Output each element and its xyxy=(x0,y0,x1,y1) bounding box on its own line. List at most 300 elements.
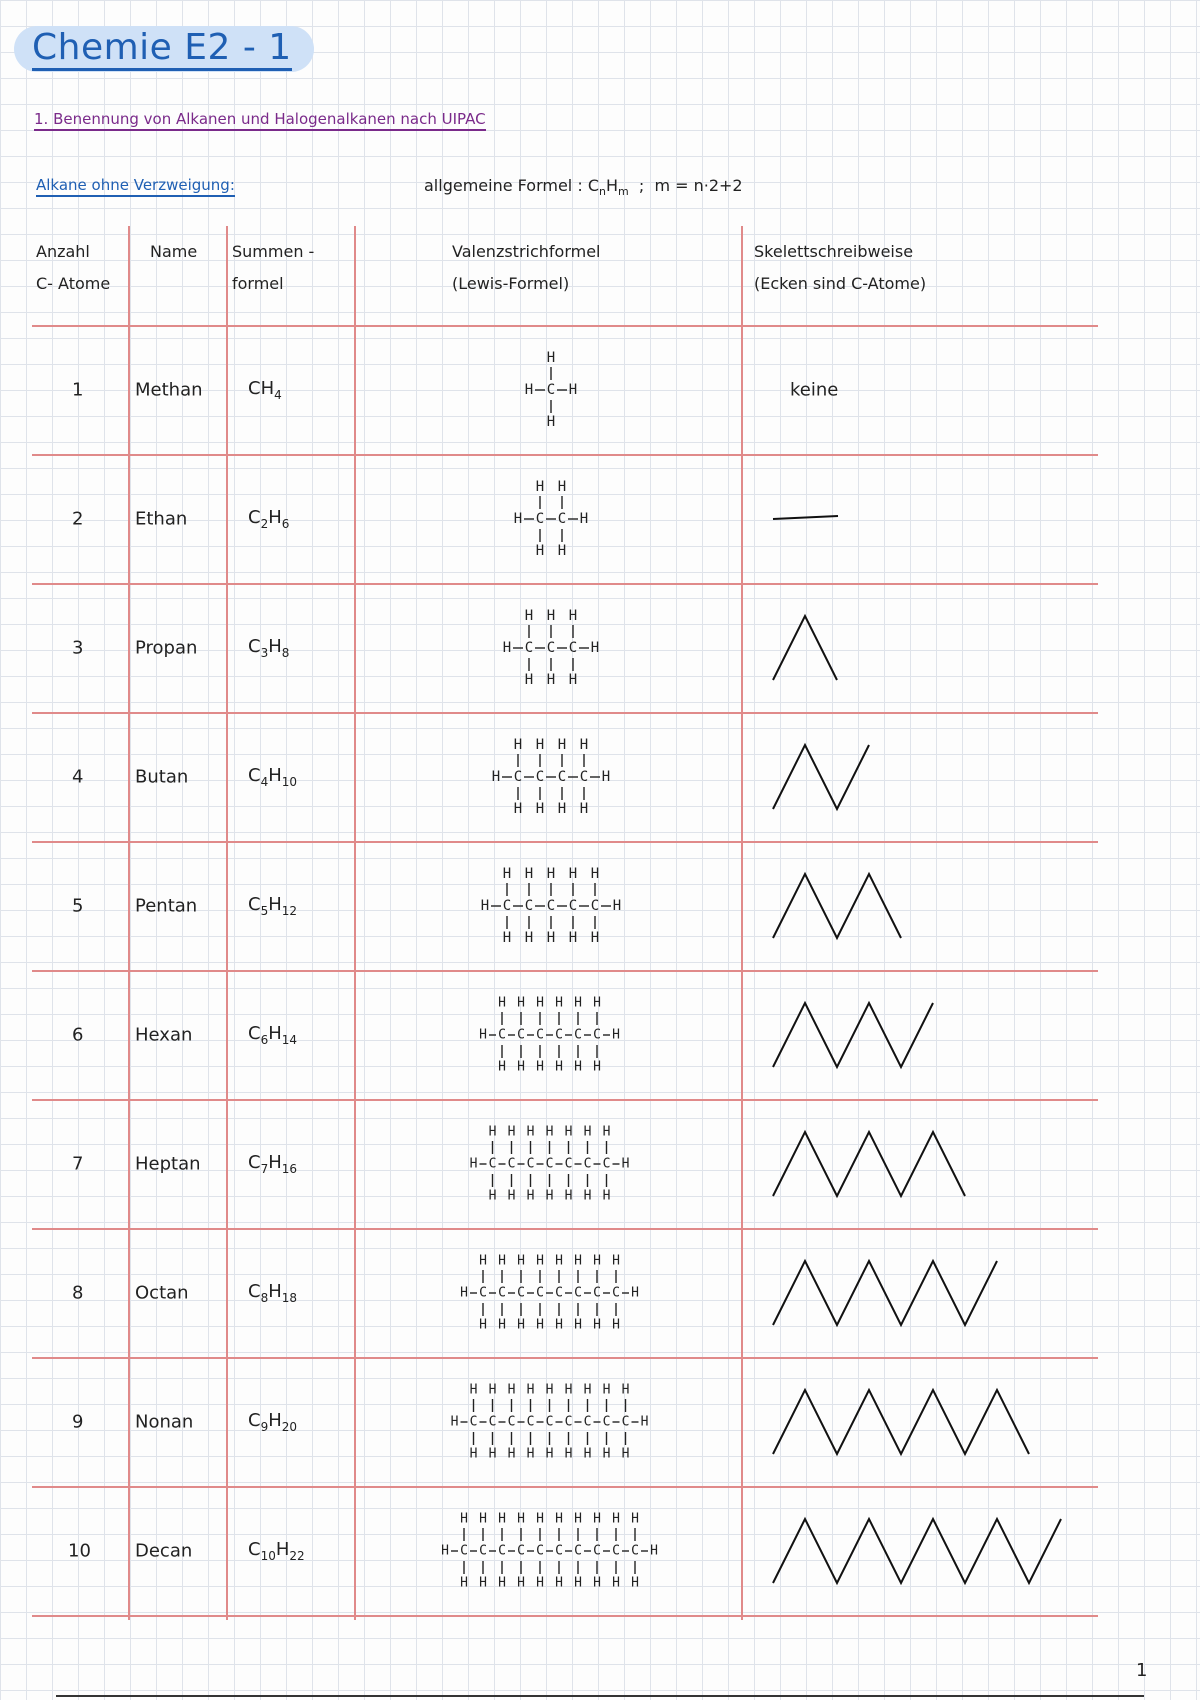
table-row-divider xyxy=(32,970,1098,972)
lewis-hydrogen: H xyxy=(513,736,523,753)
lewis-hydrogen: H xyxy=(593,1317,601,1332)
lewis-structure xyxy=(480,729,611,825)
table-row-divider xyxy=(32,583,1098,585)
lewis-structure xyxy=(491,600,600,696)
lewis-hydrogen: H xyxy=(526,1446,535,1461)
table-column-divider xyxy=(741,226,743,1620)
table-row-divider xyxy=(32,1615,1098,1617)
cell-sum-formula xyxy=(248,894,297,918)
lewis-carbon: C xyxy=(469,1414,478,1429)
lewis-carbon: C xyxy=(526,1156,535,1171)
lewis-hydrogen: H xyxy=(612,1575,620,1590)
lewis-hydrogen: H xyxy=(564,1188,573,1203)
page-number: 1 xyxy=(1136,1660,1148,1681)
lewis-hydrogen: H xyxy=(535,800,545,817)
sum-formula-hydrogen-sub: 4 xyxy=(274,387,282,402)
lewis-hydrogen: H xyxy=(621,1382,630,1397)
lewis-hydrogen: H xyxy=(555,1317,563,1332)
lewis-carbon: C xyxy=(568,639,578,656)
lewis-hydrogen: H xyxy=(460,1575,468,1590)
lewis-carbon: C xyxy=(546,639,556,656)
lewis-carbon: C xyxy=(545,1414,554,1429)
lewis-hydrogen: H xyxy=(536,1253,544,1268)
sum-formula-hydrogen: H xyxy=(268,635,282,657)
lewis-hydrogen: H xyxy=(545,1188,554,1203)
header-sum-line1: Summen - xyxy=(232,242,315,261)
lewis-carbon: C xyxy=(502,897,512,914)
lewis-hydrogen: H xyxy=(517,1059,525,1074)
skeleton-formula xyxy=(770,484,840,554)
lewis-hydrogen: H xyxy=(517,1253,525,1268)
lewis-hydrogen: H xyxy=(579,736,589,753)
cell-carbon-count: 2 xyxy=(72,508,84,529)
lewis-hydrogen: H xyxy=(491,768,501,785)
sum-formula-carbon-sub: 2 xyxy=(260,516,269,531)
lewis-hydrogen: H xyxy=(593,1575,601,1590)
lewis-hydrogen: H xyxy=(555,1511,563,1526)
lewis-hydrogen: H xyxy=(479,1511,487,1526)
lewis-carbon: C xyxy=(488,1414,497,1429)
lewis-hydrogen: H xyxy=(460,1285,468,1300)
table-row-divider xyxy=(32,1228,1098,1230)
cell-carbon-count: 5 xyxy=(72,895,84,916)
lewis-hydrogen: H xyxy=(640,1414,649,1429)
lewis-hydrogen: H xyxy=(590,865,600,882)
lewis-hydrogen: H xyxy=(536,1059,544,1074)
lewis-structure xyxy=(469,987,620,1083)
lewis-carbon: C xyxy=(555,1027,563,1042)
lewis-carbon: C xyxy=(545,1156,554,1171)
cell-sum-formula xyxy=(248,1410,297,1434)
lewis-hydrogen: H xyxy=(488,1382,497,1397)
lewis-carbon: C xyxy=(524,639,534,656)
table-row-divider xyxy=(32,1486,1098,1488)
sum-formula-hydrogen: H xyxy=(268,506,282,528)
lewis-hydrogen: H xyxy=(612,1317,620,1332)
lewis-structure xyxy=(469,858,622,954)
skeleton-text: keine xyxy=(790,379,839,400)
header-count-line1: Anzahl xyxy=(36,242,90,261)
sum-formula-carbon: C xyxy=(248,635,261,657)
lewis-carbon: C xyxy=(574,1543,582,1558)
lewis-hydrogen: H xyxy=(602,1124,611,1139)
lewis-hydrogen: H xyxy=(498,1575,506,1590)
sum-formula-hydrogen-sub: 8 xyxy=(281,645,290,660)
lewis-hydrogen: H xyxy=(524,671,534,688)
cell-carbon-count: 4 xyxy=(72,766,84,787)
lewis-hydrogen: H xyxy=(557,800,567,817)
cell-alkane-name: Octan xyxy=(135,1282,189,1303)
lewis-hydrogen: H xyxy=(546,929,556,946)
lewis-hydrogen: H xyxy=(469,1446,478,1461)
sum-formula-carbon: C xyxy=(248,1409,261,1431)
lewis-hydrogen: H xyxy=(579,510,589,527)
lewis-hydrogen: H xyxy=(574,1575,582,1590)
skeleton-zigzag xyxy=(773,1519,1061,1583)
lewis-carbon: C xyxy=(517,1285,525,1300)
lewis-hydrogen: H xyxy=(583,1446,592,1461)
lewis-carbon: C xyxy=(526,1414,535,1429)
lewis-carbon: C xyxy=(574,1285,582,1300)
table-column-divider xyxy=(354,226,356,1620)
lewis-hydrogen: H xyxy=(502,865,512,882)
lewis-hydrogen: H xyxy=(513,800,523,817)
lewis-hydrogen: H xyxy=(536,995,544,1010)
lewis-hydrogen: H xyxy=(583,1188,592,1203)
header-sum xyxy=(232,236,314,300)
sum-formula-carbon-sub: 9 xyxy=(260,1419,269,1434)
lewis-hydrogen: H xyxy=(469,1382,478,1397)
cell-sum-formula xyxy=(248,636,289,660)
lewis-hydrogen: H xyxy=(555,1575,563,1590)
lewis-hydrogen: H xyxy=(545,1382,554,1397)
lewis-hydrogen: H xyxy=(480,897,490,914)
lewis-hydrogen: H xyxy=(450,1414,459,1429)
lewis-carbon: C xyxy=(498,1027,506,1042)
sum-formula-hydrogen-sub: 12 xyxy=(281,903,298,918)
cell-alkane-name: Hexan xyxy=(135,1024,193,1045)
cell-sum-formula xyxy=(248,507,289,531)
general-formula-sub-m: m xyxy=(618,185,629,199)
skeleton-zigzag xyxy=(773,745,869,809)
cell-alkane-name: Butan xyxy=(135,766,189,787)
sum-formula-hydrogen-sub: 22 xyxy=(289,1548,305,1563)
lewis-hydrogen: H xyxy=(526,1382,535,1397)
lewis-hydrogen: H xyxy=(602,1446,611,1461)
sum-formula-carbon: C xyxy=(248,764,261,786)
lewis-hydrogen: H xyxy=(479,1027,487,1042)
header-lewis-line2: (Lewis-Formel) xyxy=(452,274,570,293)
sum-formula-hydrogen-sub: 20 xyxy=(281,1419,298,1434)
lewis-hydrogen: H xyxy=(601,768,611,785)
cell-carbon-count: 9 xyxy=(72,1411,84,1432)
table-column-divider xyxy=(128,226,130,1620)
cell-alkane-name: Nonan xyxy=(135,1411,194,1432)
lewis-carbon: C xyxy=(536,1543,544,1558)
cell-alkane-name: Decan xyxy=(135,1540,193,1561)
lewis-hydrogen: H xyxy=(479,1253,487,1268)
table-row-divider xyxy=(32,1357,1098,1359)
cell-carbon-count: 6 xyxy=(72,1024,84,1045)
lewis-hydrogen: H xyxy=(555,1253,563,1268)
lewis-hydrogen: H xyxy=(602,1382,611,1397)
skeleton-formula xyxy=(770,1516,1064,1586)
lewis-hydrogen: H xyxy=(564,1124,573,1139)
header-sum-line2: formel xyxy=(232,274,284,293)
lewis-carbon: C xyxy=(517,1027,525,1042)
skeleton-zigzag xyxy=(773,516,838,519)
lewis-hydrogen: H xyxy=(517,995,525,1010)
section-heading: 1. Benennung von Alkanen und Halogenalkanen nach UIPAC xyxy=(34,110,486,131)
cell-alkane-name: Heptan xyxy=(135,1153,201,1174)
lewis-hydrogen: H xyxy=(479,1317,487,1332)
sum-formula-carbon-sub: 7 xyxy=(260,1161,269,1176)
lewis-hydrogen: H xyxy=(545,1446,554,1461)
header-skeleton xyxy=(754,236,926,300)
skeleton-zigzag xyxy=(773,616,837,680)
lewis-hydrogen: H xyxy=(546,413,556,430)
lewis-hydrogen: H xyxy=(593,1511,601,1526)
sum-formula-hydrogen-sub: 6 xyxy=(281,516,290,531)
cell-sum-formula xyxy=(248,1281,297,1305)
lewis-hydrogen: H xyxy=(555,995,563,1010)
sum-formula-carbon-sub: 6 xyxy=(260,1032,269,1047)
skeleton-zigzag xyxy=(773,874,901,938)
lewis-hydrogen: H xyxy=(574,1059,582,1074)
lewis-hydrogen: H xyxy=(526,1124,535,1139)
lewis-hydrogen: H xyxy=(590,929,600,946)
lewis-hydrogen: H xyxy=(545,1124,554,1139)
lewis-carbon: C xyxy=(593,1027,601,1042)
lewis-hydrogen: H xyxy=(469,1156,478,1171)
lewis-hydrogen: H xyxy=(498,995,506,1010)
lewis-hydrogen: H xyxy=(498,1317,506,1332)
sum-formula-hydrogen: H xyxy=(275,1538,290,1560)
lewis-hydrogen: H xyxy=(535,736,545,753)
sum-formula-carbon: C xyxy=(248,506,261,528)
lewis-carbon: C xyxy=(593,1543,601,1558)
lewis-hydrogen: H xyxy=(612,897,622,914)
lewis-carbon: C xyxy=(498,1543,506,1558)
general-formula-sub-n: n xyxy=(598,185,606,199)
lewis-hydrogen: H xyxy=(631,1285,639,1300)
lewis-hydrogen: H xyxy=(621,1446,630,1461)
sum-formula-hydrogen: H xyxy=(268,1151,282,1173)
lewis-carbon: C xyxy=(555,1543,563,1558)
lewis-hydrogen: H xyxy=(568,381,578,398)
lewis-hydrogen: H xyxy=(524,607,534,624)
cell-carbon-count: 7 xyxy=(72,1153,84,1174)
lewis-hydrogen: H xyxy=(568,671,578,688)
lewis-carbon: C xyxy=(546,897,556,914)
lewis-carbon: C xyxy=(536,1285,544,1300)
sum-formula-carbon: C xyxy=(248,1151,261,1173)
lewis-hydrogen: H xyxy=(441,1543,449,1558)
lewis-carbon: C xyxy=(602,1414,611,1429)
sum-formula-carbon: C xyxy=(248,1022,261,1044)
lewis-carbon: C xyxy=(479,1285,487,1300)
sum-formula-hydrogen-sub: 10 xyxy=(281,774,298,789)
lewis-carbon: C xyxy=(602,1156,611,1171)
sum-formula-carbon-sub: 10 xyxy=(260,1548,276,1563)
sum-formula-hydrogen: H xyxy=(268,764,282,786)
lewis-structure xyxy=(513,342,578,438)
lewis-carbon: C xyxy=(513,768,523,785)
lewis-hydrogen: H xyxy=(536,1575,544,1590)
sum-formula-hydrogen: H xyxy=(268,1022,282,1044)
lewis-hydrogen: H xyxy=(568,865,578,882)
skeleton-zigzag xyxy=(773,1003,933,1067)
cell-sum-formula xyxy=(248,1539,305,1563)
lewis-hydrogen: H xyxy=(460,1511,468,1526)
lewis-carbon: C xyxy=(583,1414,592,1429)
sum-formula-carbon: CH xyxy=(248,377,275,399)
subheading: Alkane ohne Verzweigung: xyxy=(36,176,235,197)
cell-alkane-name: Propan xyxy=(135,637,198,658)
lewis-carbon: C xyxy=(612,1543,620,1558)
cell-sum-formula xyxy=(248,1152,297,1176)
lewis-carbon: C xyxy=(535,510,545,527)
lewis-hydrogen: H xyxy=(502,639,512,656)
lewis-carbon: C xyxy=(557,768,567,785)
header-lewis xyxy=(452,236,601,300)
cell-carbon-count: 3 xyxy=(72,637,84,658)
lewis-hydrogen: H xyxy=(507,1188,516,1203)
lewis-hydrogen: H xyxy=(535,542,545,559)
sum-formula-carbon-sub: 8 xyxy=(260,1290,269,1305)
lewis-hydrogen: H xyxy=(650,1543,658,1558)
sum-formula-hydrogen: H xyxy=(268,1409,282,1431)
lewis-hydrogen: H xyxy=(479,1575,487,1590)
lewis-hydrogen: H xyxy=(564,1446,573,1461)
lewis-carbon: C xyxy=(546,381,556,398)
lewis-hydrogen: H xyxy=(621,1156,630,1171)
sum-formula-carbon-sub: 5 xyxy=(260,903,269,918)
skeleton-zigzag xyxy=(773,1132,965,1196)
lewis-hydrogen: H xyxy=(498,1059,506,1074)
sum-formula-hydrogen-sub: 16 xyxy=(281,1161,298,1176)
lewis-hydrogen: H xyxy=(546,671,556,688)
lewis-hydrogen: H xyxy=(574,995,582,1010)
lewis-carbon: C xyxy=(536,1027,544,1042)
lewis-hydrogen: H xyxy=(612,1027,620,1042)
header-skeleton-line1: Skelettschreibweise xyxy=(754,242,914,261)
table-row-divider xyxy=(32,841,1098,843)
lewis-hydrogen: H xyxy=(502,929,512,946)
skeleton-zigzag xyxy=(773,1261,997,1325)
general-formula-relation: m = n·2+2 xyxy=(654,176,743,195)
skeleton-formula xyxy=(770,871,904,941)
general-formula-h: H xyxy=(605,176,618,195)
lewis-carbon: C xyxy=(631,1543,639,1558)
lewis-carbon: C xyxy=(507,1156,516,1171)
lewis-carbon: C xyxy=(590,897,600,914)
lewis-hydrogen: H xyxy=(574,1511,582,1526)
lewis-structure xyxy=(440,1374,649,1470)
lewis-hydrogen: H xyxy=(631,1511,639,1526)
lewis-hydrogen: H xyxy=(524,929,534,946)
header-lewis-line1: Valenzstrichformel xyxy=(452,242,601,261)
cell-carbon-count: 8 xyxy=(72,1282,84,1303)
lewis-hydrogen: H xyxy=(546,865,556,882)
lewis-hydrogen: H xyxy=(513,510,523,527)
skeleton-formula xyxy=(770,613,840,683)
page-bottom-rule xyxy=(56,1695,1144,1697)
lewis-hydrogen: H xyxy=(536,1317,544,1332)
table-row-divider xyxy=(32,712,1098,714)
lewis-hydrogen: H xyxy=(524,865,534,882)
lewis-hydrogen: H xyxy=(524,381,534,398)
header-name: Name xyxy=(150,242,198,261)
lewis-carbon: C xyxy=(579,768,589,785)
lewis-hydrogen: H xyxy=(517,1317,525,1332)
lewis-hydrogen: H xyxy=(557,542,567,559)
skeleton-formula xyxy=(770,742,872,812)
lewis-hydrogen: H xyxy=(555,1059,563,1074)
lewis-hydrogen: H xyxy=(507,1124,516,1139)
lewis-hydrogen: H xyxy=(488,1124,497,1139)
lewis-hydrogen: H xyxy=(583,1382,592,1397)
general-formula-separator: ; xyxy=(638,176,645,195)
lewis-hydrogen: H xyxy=(568,607,578,624)
lewis-hydrogen: H xyxy=(498,1253,506,1268)
lewis-hydrogen: H xyxy=(535,478,545,495)
lewis-hydrogen: H xyxy=(579,800,589,817)
lewis-structure xyxy=(431,1503,658,1599)
sum-formula-carbon-sub: 3 xyxy=(260,645,269,660)
lewis-hydrogen: H xyxy=(498,1511,506,1526)
general-formula-label: allgemeine Formel : xyxy=(424,176,583,195)
lewis-hydrogen: H xyxy=(593,1059,601,1074)
cell-carbon-count: 10 xyxy=(68,1540,91,1561)
lewis-carbon: C xyxy=(498,1285,506,1300)
header-count xyxy=(36,236,110,300)
sum-formula-hydrogen-sub: 18 xyxy=(281,1290,298,1305)
lewis-carbon: C xyxy=(564,1414,573,1429)
lewis-hydrogen: H xyxy=(557,736,567,753)
lewis-carbon: C xyxy=(535,768,545,785)
sum-formula-carbon: C xyxy=(248,1538,261,1560)
sum-formula-hydrogen: H xyxy=(268,893,282,915)
lewis-hydrogen: H xyxy=(546,349,556,366)
sum-formula-hydrogen-sub: 14 xyxy=(281,1032,298,1047)
table-row-divider xyxy=(32,1099,1098,1101)
lewis-structure xyxy=(459,1116,630,1212)
header-count-line2: C- Atome xyxy=(36,274,111,293)
lewis-hydrogen: H xyxy=(574,1253,582,1268)
lewis-hydrogen: H xyxy=(631,1575,639,1590)
header-skeleton-line2: (Ecken sind C-Atome) xyxy=(754,274,927,293)
lewis-structure xyxy=(502,471,589,567)
sum-formula-carbon: C xyxy=(248,893,261,915)
lewis-hydrogen: H xyxy=(612,1511,620,1526)
lewis-hydrogen: H xyxy=(593,995,601,1010)
lewis-hydrogen: H xyxy=(557,478,567,495)
cell-sum-formula xyxy=(248,378,282,402)
page-title: Chemie E2 - 1 xyxy=(32,28,292,71)
lewis-carbon: C xyxy=(507,1414,516,1429)
lewis-carbon: C xyxy=(524,897,534,914)
lewis-hydrogen: H xyxy=(612,1253,620,1268)
lewis-hydrogen: H xyxy=(526,1188,535,1203)
lewis-hydrogen: H xyxy=(574,1317,582,1332)
lewis-hydrogen: H xyxy=(564,1382,573,1397)
lewis-carbon: C xyxy=(460,1543,468,1558)
lewis-hydrogen: H xyxy=(568,929,578,946)
lewis-hydrogen: H xyxy=(536,1511,544,1526)
lewis-carbon: C xyxy=(593,1285,601,1300)
cell-sum-formula xyxy=(248,1023,297,1047)
skeleton-formula xyxy=(770,1258,1000,1328)
lewis-hydrogen: H xyxy=(593,1253,601,1268)
lewis-hydrogen: H xyxy=(488,1446,497,1461)
lewis-carbon: C xyxy=(555,1285,563,1300)
skeleton-formula xyxy=(770,1129,968,1199)
lewis-hydrogen: H xyxy=(546,607,556,624)
lewis-carbon: C xyxy=(621,1414,630,1429)
table-column-divider xyxy=(226,226,228,1620)
cell-alkane-name: Ethan xyxy=(135,508,188,529)
lewis-hydrogen: H xyxy=(583,1124,592,1139)
cell-sum-formula xyxy=(248,765,297,789)
lewis-carbon: C xyxy=(488,1156,497,1171)
sum-formula-carbon-sub: 4 xyxy=(260,774,269,789)
lewis-carbon: C xyxy=(574,1027,582,1042)
cell-carbon-count: 1 xyxy=(72,379,84,400)
general-formula-c: C xyxy=(587,176,599,195)
lewis-hydrogen: H xyxy=(517,1575,525,1590)
lewis-hydrogen: H xyxy=(517,1511,525,1526)
